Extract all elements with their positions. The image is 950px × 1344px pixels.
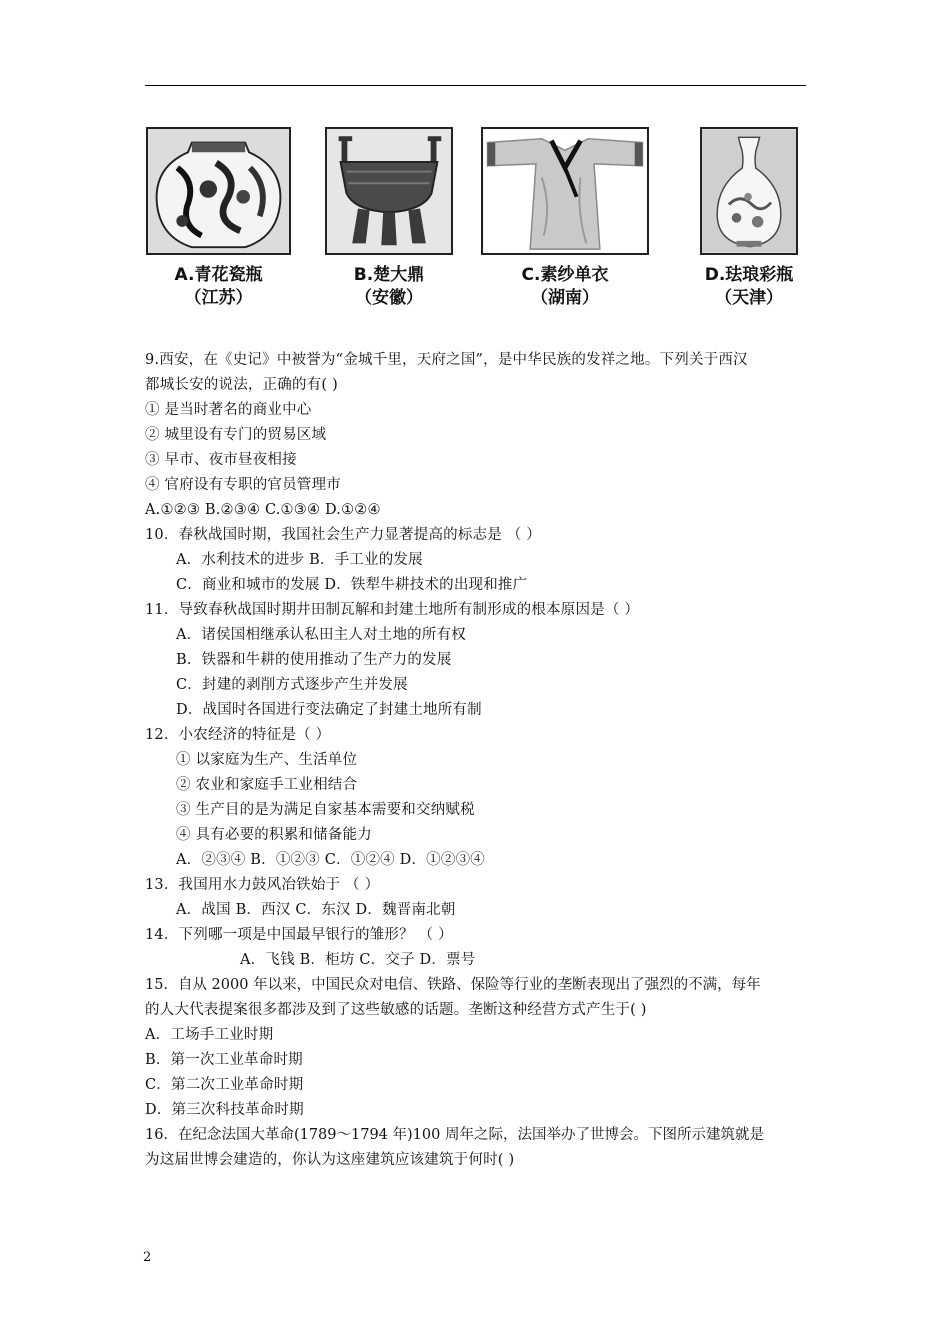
q16-stem-line-2: 为这届世博会建造的，你认为这座建筑应该建筑于何时( ) bbox=[145, 1152, 515, 1168]
q12-item-2: ② 农业和家庭手工业相结合 bbox=[176, 777, 358, 793]
q15-stem-line-1: 15．自从 2000 年以来，中国民众对电信、铁路、保险等行业的垄断表现出了强烈的不满，每年 bbox=[145, 977, 761, 993]
q9-stem-line-1: 9.西安，在《史记》中被誉为“金城千里，天府之国”，是中华民族的发祥之地。下列关于西汉 bbox=[145, 352, 748, 368]
q15-option-a: A．工场手工业时期 bbox=[145, 1027, 274, 1043]
caption-a bbox=[146, 264, 291, 310]
q11-option-d: D．战国时各国进行变法确定了封建土地所有制 bbox=[176, 702, 482, 718]
q12-options: A．②③④ B．①②③ C．①②④ D．①②③④ bbox=[176, 852, 485, 868]
caption-a-main: A.青花瓷瓶 bbox=[174, 265, 263, 285]
caption-d bbox=[690, 264, 808, 310]
q9-item-4: ④ 官府设有专职的官员管理市 bbox=[145, 477, 341, 493]
q12-item-1: ① 以家庭为生产、生活单位 bbox=[176, 752, 358, 768]
q14-stem: 14．下列哪一项是中国最早银行的雏形？ （ ） bbox=[145, 927, 453, 943]
q11-stem: 11．导致春秋战国时期井田制瓦解和封建土地所有制形成的根本原因是（ ） bbox=[145, 602, 640, 618]
q9-stem-line-2: 都城长安的说法，正确的有( ) bbox=[145, 377, 338, 393]
silk-robe-image bbox=[481, 127, 649, 255]
caption-c-sub: （湖南） bbox=[531, 288, 599, 308]
bronze-ding-image bbox=[325, 127, 453, 255]
q12-item-3: ③ 生产目的是为满足自家基本需要和交纳赋税 bbox=[176, 802, 475, 818]
q9-options: A.①②③ B.②③④ C.①③④ D.①②④ bbox=[145, 502, 381, 518]
caption-b-main: B.楚大鼎 bbox=[353, 265, 425, 285]
q12-stem: 12．小农经济的特征是（ ） bbox=[145, 727, 331, 743]
porcelain-jar-image bbox=[146, 127, 291, 255]
q15-option-b: B．第一次工业革命时期 bbox=[145, 1052, 303, 1068]
q9-item-2: ② 城里设有专门的贸易区域 bbox=[145, 427, 327, 443]
q11-option-a: A．诸侯国相继承认私田主人对土地的所有权 bbox=[176, 627, 466, 643]
caption-c-main: C.素纱单衣 bbox=[521, 265, 609, 285]
q12-item-4: ④ 具有必要的积累和储备能力 bbox=[176, 827, 372, 843]
caption-b bbox=[320, 264, 458, 310]
caption-c bbox=[481, 264, 649, 310]
q9-item-1: ① 是当时著名的商业中心 bbox=[145, 402, 312, 418]
q11-option-c: C．封建的剥削方式逐步产生并发展 bbox=[176, 677, 408, 693]
q15-option-d: D．第三次科技革命时期 bbox=[145, 1102, 304, 1118]
caption-a-sub: （江苏） bbox=[184, 288, 253, 308]
q13-stem: 13．我国用水力鼓风冶铁始于 （ ） bbox=[145, 877, 380, 893]
q11-option-b: B．铁器和牛耕的使用推动了生产力的发展 bbox=[176, 652, 452, 668]
q15-option-c: C．第二次工业革命时期 bbox=[145, 1077, 304, 1093]
q10-options-ab: A．水利技术的进步 B．手工业的发展 bbox=[176, 552, 423, 568]
q10-stem: 10．春秋战国时期，我国社会生产力显著提高的标志是 （ ） bbox=[145, 527, 541, 543]
porcelain-jar-icon bbox=[148, 129, 289, 253]
q14-options: A．飞钱 B．柜坊 C．交子 D．票号 bbox=[240, 952, 476, 968]
silk-robe-icon bbox=[483, 129, 647, 253]
q10-options-cd: C．商业和城市的发展 D．铁犁牛耕技术的出现和推广 bbox=[176, 577, 528, 593]
enamel-vase-icon bbox=[702, 129, 796, 253]
q13-options: A．战国 B．西汉 C．东汉 D．魏晋南北朝 bbox=[176, 902, 456, 918]
q15-stem-line-2: 的人大代表提案很多都涉及到了这些敏感的话题。垄断这种经营方式产生于( ) bbox=[145, 1002, 647, 1018]
q16-stem-line-1: 16．在纪念法国大革命(1789～1794 年)100 周年之际，法国举办了世博会。下图所示建筑就是 bbox=[145, 1127, 764, 1143]
page-number: 2 bbox=[143, 1250, 152, 1265]
bronze-ding-icon bbox=[327, 129, 451, 253]
enamel-vase-image bbox=[700, 127, 798, 255]
q9-item-3: ③ 早市、夜市昼夜相接 bbox=[145, 452, 297, 468]
caption-b-sub: （安徽） bbox=[355, 288, 423, 308]
caption-d-sub: （天津） bbox=[715, 288, 783, 308]
caption-d-main: D.珐琅彩瓶 bbox=[704, 265, 794, 285]
header-rule bbox=[145, 85, 806, 86]
